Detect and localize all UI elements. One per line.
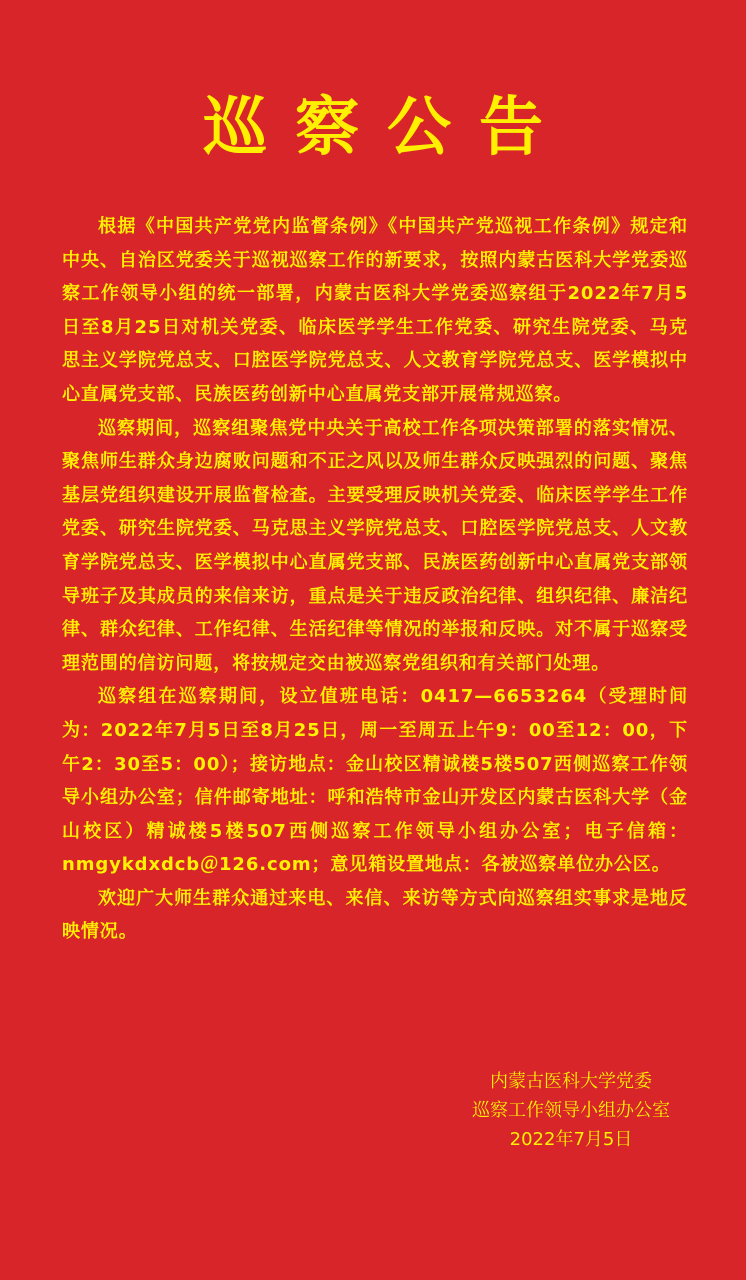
signature-block bbox=[455, 1067, 687, 1154]
signature-office: 巡察工作领导小组办公室 bbox=[472, 1100, 670, 1121]
signature-date: 2022年7月5日 bbox=[509, 1129, 633, 1150]
notice-title: 巡察公告 bbox=[203, 91, 571, 165]
notice-body bbox=[62, 210, 688, 949]
paragraph-contact: 巡察组在巡察期间，设立值班电话：0417—6653264（受理时间为：2022年7月5日至8月25日，周一至周五上午9：00至12：00，下午2：30至5：00）；接访地点：金山校区精诚楼5楼507西侧巡察工作领导小组办公室；信件邮寄地址：呼和浩特市金山开发区内蒙古医科大学（金山校区）精诚楼5楼507西侧巡察工作领导小组办公室；电子信箱：nmgykdxdcb＠126.com；意见箱设置地点：各被巡察单位办公区。 bbox=[62, 686, 688, 876]
paragraph-scope: 巡察期间，巡察组聚焦党中央关于高校工作各项决策部署的落实情况、聚焦师生群众身边腐败问题和不正之风以及师生群众反映强烈的问题、聚焦基层党组织建设开展监督检查。主要受理反映机关党委、临床医学学生工作党委、研究生院党委、马克思主义学院党总支、口腔医学院党总支、人文教育学院党总支、医学模拟中心直属党支部、民族医药创新中心直属党支部领导班子及其成员的来信来访，重点是关于违反政治纪律、组织纪律、廉洁纪律、群众纪律、工作纪律、生活纪律等情况的举报和反映。对不属于巡察受理范围的信访问题，将按规定交由被巡察党组织和有关部门处理。 bbox=[62, 417, 688, 674]
paragraph-basis: 根据《中国共产党党内监督条例》《中国共产党巡视工作条例》规定和中央、自治区党委关于巡视巡察工作的新要求，按照内蒙古医科大学党委巡察工作领导小组的统一部署，内蒙古医科大学党委巡察组于2022年7月5日至8月25日对机关党委、临床医学学生工作党委、研究生院党委、马克思主义学院党总支、口腔医学院党总支、人文教育学院党总支、医学模拟中心直属党支部、民族医药创新中心直属党支部开展常规巡察。 bbox=[62, 216, 688, 405]
paragraph-invitation: 欢迎广大师生群众通过来电、来信、来访等方式向巡察组实事求是地反映情况。 bbox=[62, 887, 688, 943]
signature-org: 内蒙古医科大学党委 bbox=[490, 1071, 652, 1092]
